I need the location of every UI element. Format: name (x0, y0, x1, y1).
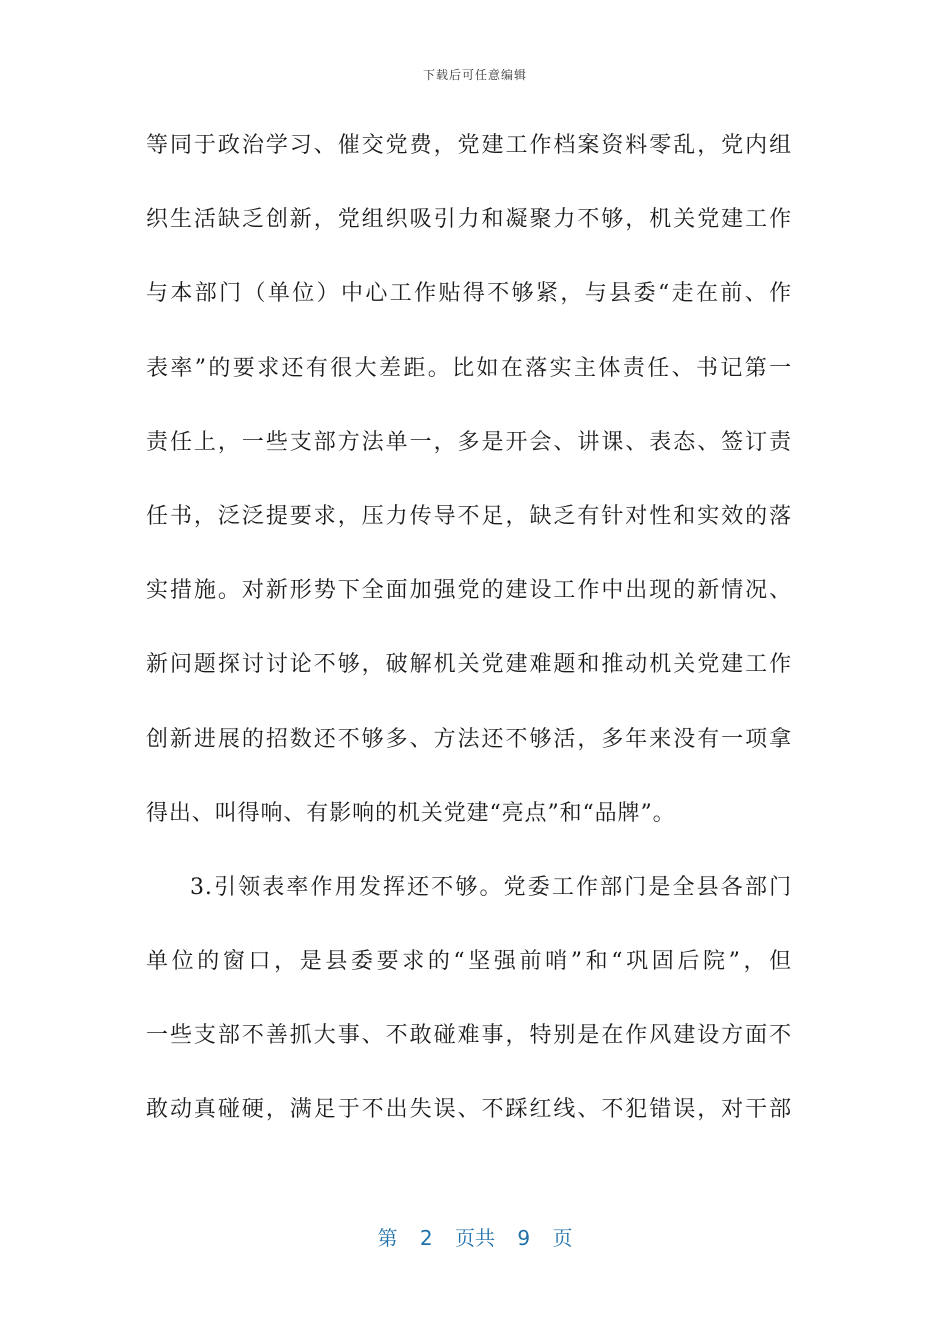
text-line: 实措施。对新形势下全面加强党的建设工作中出现的新情况、 (146, 578, 792, 604)
text-line: 与本部门（单位）中心工作贴得不够紧，与县委“走在前、作 (146, 281, 792, 307)
body-text (146, 120, 792, 1159)
footer-mid: 页共 (455, 1226, 495, 1250)
text-line: 织生活缺乏创新，党组织吸引力和凝聚力不够，机关党建工作 (146, 207, 792, 233)
footer-suffix: 页 (552, 1226, 573, 1250)
text-line: 任书，泛泛提要求，压力传导不足，缺乏有针对性和实效的落 (146, 503, 792, 529)
text-line: 创新进展的招数还不够多、方法还不够活，多年来没有一项拿 (146, 726, 792, 752)
total-pages-number: 9 (517, 1226, 531, 1250)
text-line-section-start: 3.引领表率作用发挥还不够。党委工作部门是全县各部门 (190, 874, 792, 900)
footer-prefix: 第 (377, 1226, 398, 1250)
text-line: 敢动真碰硬，满足于不出失误、不踩红线、不犯错误，对干部 (146, 1097, 792, 1123)
text-line: 责任上，一些支部方法单一，多是开会、讲课、表态、签订责 (146, 429, 792, 455)
text-line: 新问题探讨讨论不够，破解机关党建难题和推动机关党建工作 (146, 652, 792, 678)
header-note: 下载后可任意编辑 (422, 68, 527, 82)
text-line: 一些支部不善抓大事、不敢碰难事，特别是在作风建设方面不 (146, 1023, 792, 1049)
page-footer (0, 1222, 950, 1251)
text-line: 表率”的要求还有很大差距。比如在落实主体责任、书记第一 (146, 355, 792, 381)
text-line: 单位的窗口，是县委要求的“坚强前哨”和“巩固后院”，但 (146, 949, 792, 975)
text-line: 等同于政治学习、催交党费，党建工作档案资料零乱，党内组 (146, 133, 792, 158)
current-page-number: 2 (419, 1226, 433, 1250)
text-line-paragraph-end: 得出、叫得响、有影响的机关党建“亮点”和“品牌”。 (146, 800, 676, 826)
